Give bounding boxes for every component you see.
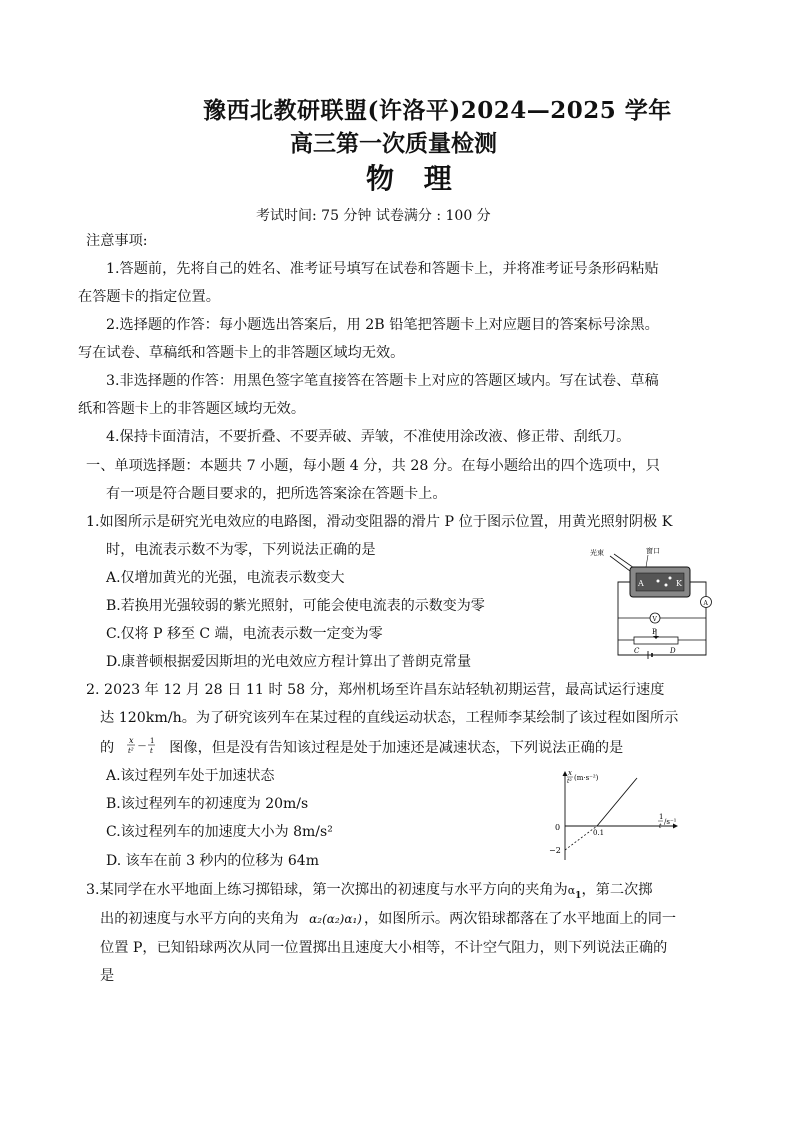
q2-option-a: A.该过程列车处于加速状态: [106, 768, 275, 784]
window-pointer: [646, 555, 648, 567]
svg-text:t²: t²: [127, 747, 134, 755]
y-axis-symbol-denominator: t²: [567, 778, 572, 785]
q1-option-c: C.仅将 P 移至 C 端，电流表示数一定变为零: [106, 626, 383, 642]
alpha-1-symbol: α: [567, 884, 576, 897]
cathode-label: K: [676, 579, 682, 588]
note-2-line-1: 2.选择题的作答：每小题选出答案后，用 2B 铅笔把答题卡上对应题目的答案标号涂黑。: [106, 317, 659, 333]
q2-stem-line-3: [100, 735, 623, 763]
q3-stem-line-2-pre: 出的初速度与水平方向的夹角为: [100, 911, 299, 927]
voltmeter-label: V: [652, 616, 657, 623]
anode-label: A: [638, 579, 644, 588]
svg-text:x: x: [128, 736, 134, 745]
q3-stem-line-4: 是: [100, 968, 115, 984]
x-tick-label: 0.1: [593, 829, 605, 837]
subject-title: 物 理: [366, 162, 462, 195]
q2-option-b: B.该过程列车的初速度为 20m/s: [106, 796, 309, 812]
q2-stem-line-3-pre: 的: [100, 740, 115, 756]
x-axis-symbol: 1: [659, 813, 664, 821]
section-1-instructions: 有一项是符合题目要求的，把所选答案涂在答题卡上。: [106, 486, 447, 502]
note-1-line-2: 在答题卡的指定位置。: [78, 289, 220, 305]
notes-heading: 注意事项:: [86, 233, 148, 249]
x-axis-label: /s⁻¹: [664, 818, 677, 826]
electron-dot-2: [665, 584, 668, 587]
y-axis-label: (m·s⁻²): [574, 774, 599, 782]
q3-stem-line-2-post: ，如图所示。两次铅球都落在了水平地面上的同一: [363, 911, 677, 927]
x-over-t2-graph: [545, 768, 685, 868]
note-3-line-1: 3.非选择题的作答：用黑色签字笔直接答在答题卡上对应的答题区域内。写在试卷、草稿: [106, 373, 659, 389]
slider-label-p: P: [652, 628, 657, 636]
note-4: 4.保持卡面清洁，不要折叠、不要弄破、弄皱，不准使用涂改液、修正带、刮纸刀。: [106, 429, 631, 445]
window-label: 窗口: [646, 547, 660, 555]
light-beam-label: 光束: [590, 549, 604, 557]
exam-title: 豫西北教研联盟(许洛平)2024—2025 学年: [203, 97, 672, 124]
angle-formula: α₂(α₂)α₁): [309, 912, 362, 926]
svg-text:t: t: [149, 747, 153, 755]
end-label-c: C: [634, 647, 640, 655]
q2-stem-line-3-post: 图像，但是没有告知该过程是处于加速还是减速状态，下列说法正确的是: [169, 740, 624, 756]
end-label-d: D: [670, 647, 676, 655]
x-over-t2-vs-1-over-t-formula: [119, 736, 165, 755]
q1-option-d: D.康普顿根据爱因斯坦的光电效应方程计算出了普朗克常量: [106, 654, 472, 670]
ammeter-label: A: [703, 600, 708, 607]
q1-option-b: B.若换用光强较弱的紫光照射，可能会使电流表的示数变为零: [106, 598, 485, 614]
photoelectric-circuit-figure: [588, 545, 720, 663]
q1-stem-line-1: 1.如图所示是研究光电效应的电路图，滑动变阻器的滑片 P 位于图示位置，用黄光照射阴极 K: [86, 514, 673, 530]
q2-option-c: C.该过程列车的加速度大小为 8m/s²: [106, 824, 333, 840]
note-1-line-1: 1.答题前，先将自己的姓名、准考证号填写在试卷和答题卡上，并将准考证号条形码粘贴: [106, 261, 659, 277]
y-tick-label: −2: [549, 846, 561, 855]
y-axis-arrow-icon: [563, 771, 568, 776]
note-2-line-2: 写在试卷、草稿纸和答题卡上的非答题区域均无效。: [78, 345, 405, 361]
exam-info: 考试时间: 75 分钟 试卷满分 : 100 分: [256, 208, 491, 224]
q2-stem-line-1: 2. 2023 年 12 月 28 日 11 时 58 分，郑州机场至许昌东站轻轨初期运营，最高试运行速度: [86, 682, 665, 698]
q2-stem-line-2: 达 120km/h。为了研究该列车在某过程的直线运动状态，工程师李某绘制了该过程如图所示: [100, 710, 679, 726]
q1-stem-line-2: 时，电流表示数不为零，下列说法正确的是: [106, 542, 376, 558]
alpha-1-subscript: 1: [575, 890, 582, 901]
svg-text:—: —: [137, 741, 146, 750]
note-3-line-2: 纸和答题卡上的非答题区域均无效。: [78, 401, 306, 417]
electron-dot-3: [669, 577, 672, 580]
y-axis-symbol: x: [568, 769, 572, 777]
q1-option-a: A.仅增加黄光的光强，电流表示数变大: [106, 570, 345, 586]
q2-option-d: D. 该车在前 3 秒内的位移为 64m: [106, 853, 319, 869]
electron-dot-1: [657, 580, 660, 583]
origin-label: 0: [555, 823, 561, 832]
graph-line-solid: [597, 778, 637, 826]
svg-text:1: 1: [149, 737, 155, 745]
x-axis-symbol-denominator: t: [659, 823, 662, 830]
section-1-heading: 一、单项选择题：本题共 7 小题，每小题 4 分，共 28 分。在每小题给出的四个选项中，只: [86, 458, 660, 474]
q3-stem-line-1-post: ，第二次掷: [581, 882, 653, 898]
exam-subtitle: 高三第一次质量检测: [290, 130, 497, 157]
q3-stem-line-3: 位置 P，已知铅球两次从同一位置掷出且速度大小相等，不计空气阻力，则下列说法正确的: [100, 940, 668, 956]
q3-stem-line-2: [100, 906, 676, 934]
q3-stem-line-1-pre: 3.某同学在水平地面上练习掷铅球，第一次掷出的初速度与水平方向的夹角为: [86, 882, 568, 898]
